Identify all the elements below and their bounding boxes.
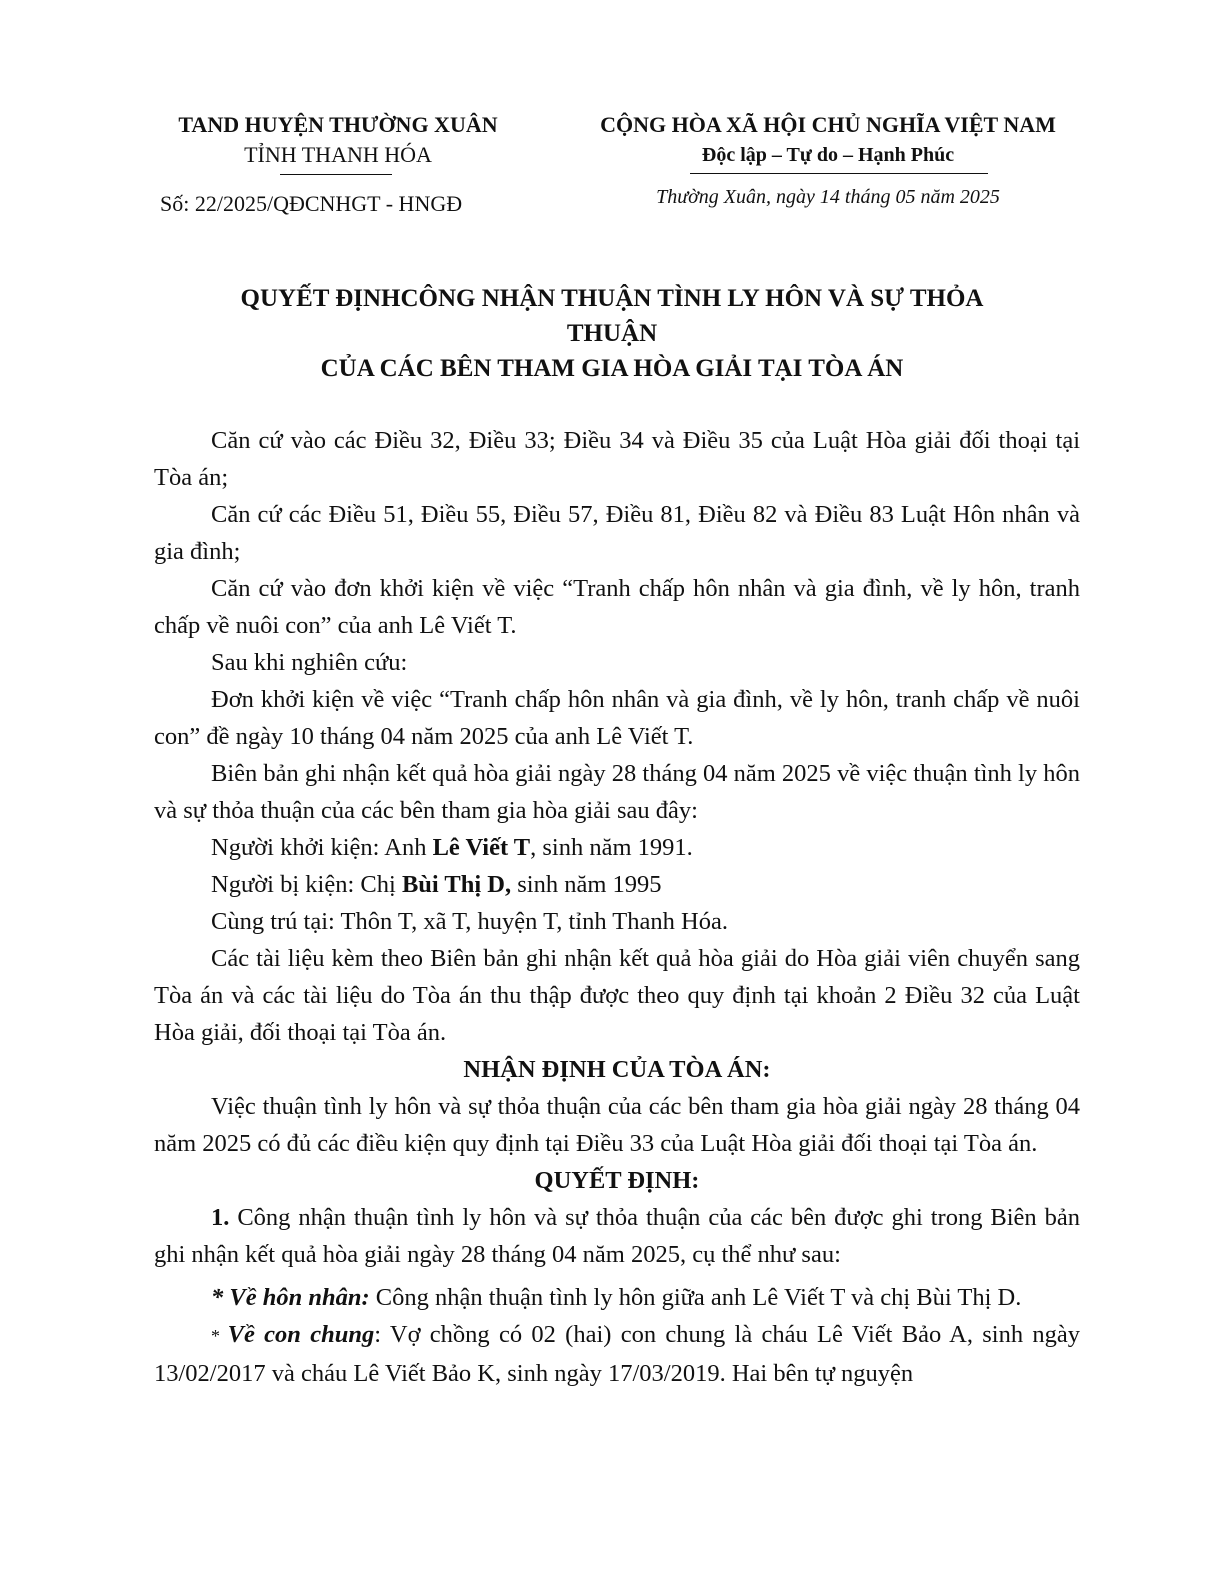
plaintiff-line: Người khởi kiện: Anh Lê Viết T, sinh năm 1991. bbox=[211, 834, 693, 861]
document-number: Số: 22/2025/QĐCNHGT - HNGĐ bbox=[160, 191, 463, 216]
document-body bbox=[154, 422, 1080, 1392]
children-label: Về con chung bbox=[227, 1321, 375, 1348]
legal-basis-3: Căn cứ vào đơn khởi kiện về việc “Tranh chấp hôn nhân và gia đình, về ly hôn, tranh chấp về nuôi con” của anh Lê Viết T. bbox=[154, 575, 1080, 639]
after-review: Sau khi nghiên cứu: bbox=[211, 649, 408, 676]
marriage-clause: * Về hôn nhân: Công nhận thuận tình ly hôn giữa anh Lê Viết T và chị Bùi Thị D. bbox=[211, 1284, 1022, 1311]
defendant-line: Người bị kiện: Chị Bùi Thị D, sinh năm 1995 bbox=[211, 871, 662, 898]
decision-item-1: 1. Công nhận thuận tình ly hôn và sự thỏa thuận của các bên được ghi trong Biên bản ghi nhận kết quả hòa giải ngày 28 tháng 04 năm 2025, cụ thể như sau: bbox=[154, 1204, 1080, 1268]
title-line-1: QUYẾT ĐỊNHCÔNG NHẬN THUẬN TÌNH LY HÔN VÀ SỰ THỎA bbox=[240, 285, 984, 312]
legal-basis-2: Căn cứ các Điều 51, Điều 55, Điều 57, Điều 81, Điều 82 và Điều 83 Luật Hôn nhân và gia đình; bbox=[154, 501, 1080, 565]
residence-line: Cùng trú tại: Thôn T, xã T, huyện T, tỉnh Thanh Hóa. bbox=[211, 908, 728, 935]
legal-basis-1: Căn cứ vào các Điều 32, Điều 33; Điều 34 và Điều 35 của Luật Hòa giải đối thoại tại Tòa án; bbox=[154, 427, 1080, 491]
province-underline bbox=[280, 174, 392, 175]
court-assessment-heading: NHẬN ĐỊNH CỦA TÒA ÁN: bbox=[463, 1056, 771, 1083]
decision-heading: QUYẾT ĐỊNH: bbox=[534, 1167, 700, 1194]
attached-documents: Các tài liệu kèm theo Biên bản ghi nhận kết quả hòa giải do Hòa giải viên chuyển sang Tòa án và các tài liệu do Tòa án thu thập được theo quy định tại khoản 2 Điều 32 của Luật Hòa giải, đối thoại tại Tòa án. bbox=[154, 945, 1080, 1046]
court-name: TAND HUYỆN THƯỜNG XUÂN bbox=[178, 112, 498, 137]
national-motto: Độc lập – Tự do – Hạnh Phúc bbox=[701, 144, 955, 166]
marriage-label: * Về hôn nhân: bbox=[211, 1284, 370, 1311]
country-name: CỘNG HÒA XÃ HỘI CHỦ NGHĨA VIỆT NAM bbox=[600, 112, 1056, 137]
title-line-3: CỦA CÁC BÊN THAM GIA HÒA GIẢI TẠI TÒA ÁN bbox=[320, 355, 904, 382]
province-name: TỈNH THANH HÓA bbox=[244, 142, 432, 167]
place-and-date: Thường Xuân, ngày 14 tháng 05 năm 2025 bbox=[656, 186, 1000, 208]
children-clause: * Về con chung: Vợ chồng có 02 (hai) con chung là cháu Lê Viết Bảo A, sinh ngày 13/02/2017 và cháu Lê Viết Bảo K, sinh ngày 17/03/2019. Hai bên tự nguyện bbox=[154, 1321, 1080, 1387]
motto-underline bbox=[690, 173, 988, 174]
mediation-record: Biên bản ghi nhận kết quả hòa giải ngày 28 tháng 04 năm 2025 về việc thuận tình ly hôn và sự thỏa thuận của các bên tham gia hòa giải sau đây: bbox=[154, 760, 1080, 824]
defendant-name: Bùi Thị D, bbox=[401, 871, 512, 898]
court-assessment: Việc thuận tình ly hôn và sự thỏa thuận của các bên tham gia hòa giải ngày 28 tháng 04 năm 2025 có đủ các điều kiện quy định tại Điều 33 của Luật Hòa giải đối thoại tại Tòa án. bbox=[154, 1093, 1080, 1157]
complaint-description: Đơn khởi kiện về việc “Tranh chấp hôn nhân và gia đình, về ly hôn, tranh chấp về nuôi con” đề ngày 10 tháng 04 năm 2025 của anh Lê Viết T. bbox=[154, 686, 1080, 750]
plaintiff-name: Lê Viết T bbox=[432, 834, 531, 861]
title-line-2: THUẬN bbox=[566, 320, 658, 347]
